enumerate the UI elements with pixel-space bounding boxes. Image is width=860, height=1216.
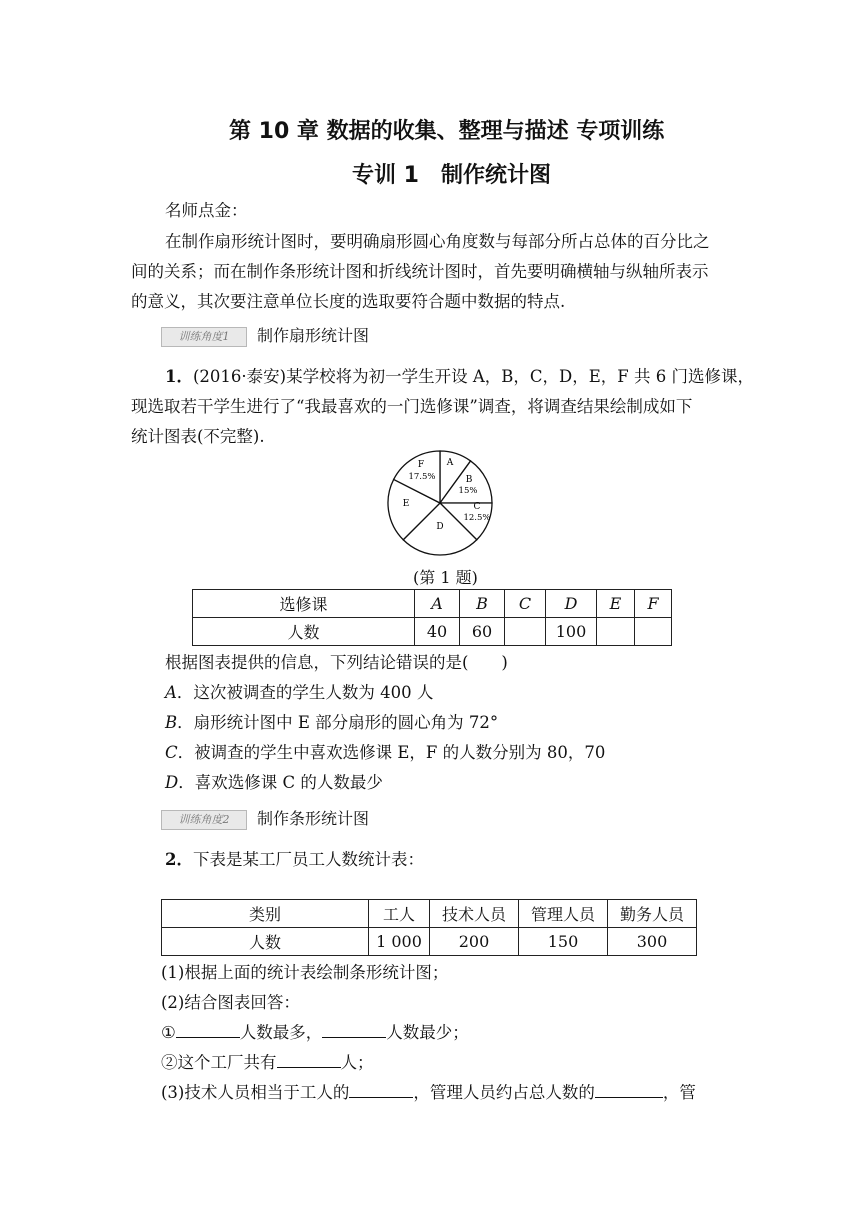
q2-part-2: (2)结合图表回答： xyxy=(161,993,300,1012)
table-cell: D xyxy=(546,590,597,618)
question-text: (2016·泰安)某学校将为初一学生开设 A，B，C，D，E，F 共 6 门选修课， xyxy=(192,367,754,386)
table-cell: A xyxy=(415,590,460,618)
q2-table xyxy=(161,899,697,956)
q1-line-2: 现选取若干学生进行了“我最喜欢的一门选修课”调查，将调查结果绘制成如下 xyxy=(131,397,693,416)
pie-chart xyxy=(385,448,495,558)
section-1-heading xyxy=(161,323,369,347)
label-e: E xyxy=(402,499,410,509)
figure-caption: (第 1 题) xyxy=(413,568,478,587)
section-title: 制作扇形统计图 xyxy=(257,326,370,345)
option-c: C．被调查的学生中喜欢选修课 E，F 的人数分别为 80，70 xyxy=(165,743,606,762)
table-cell: 300 xyxy=(608,928,697,956)
option-a: A．这次被调查的学生人数为 400 人 xyxy=(165,683,434,702)
table-cell: 管理人员 xyxy=(519,900,608,928)
table-row-header: 选修课 xyxy=(193,590,415,618)
table-cell: 60 xyxy=(460,618,505,646)
question-number: 2． xyxy=(165,850,193,869)
intro-line-2: 间的关系；而在制作条形统计图和折线统计图时，首先要明确横轴与纵轴所表示 xyxy=(131,262,709,281)
table-cell: B xyxy=(460,590,505,618)
label-c: C xyxy=(473,502,481,512)
table-cell: 工人 xyxy=(369,900,430,928)
table-cell xyxy=(635,618,672,646)
q2-line-1 xyxy=(165,845,424,875)
intro-label: 名师点金： xyxy=(165,201,248,220)
table-row-header: 类别 xyxy=(162,900,369,928)
table-row xyxy=(162,900,697,928)
table-cell: F xyxy=(635,590,672,618)
table-cell: 150 xyxy=(519,928,608,956)
answer-blank[interactable] xyxy=(349,1081,413,1098)
q2-part-2-1: ① 人数最多， 人数最少； xyxy=(161,1023,469,1042)
option-b: B．扇形统计图中 E 部分扇形的圆心角为 72° xyxy=(165,713,499,732)
answer-blank[interactable] xyxy=(176,1021,240,1038)
table-cell: 40 xyxy=(415,618,460,646)
answer-blank[interactable] xyxy=(322,1021,386,1038)
answer-blank[interactable] xyxy=(277,1051,341,1068)
label-c-pct: 12.5% xyxy=(463,513,491,523)
q1-table xyxy=(192,589,672,646)
table-cell: C xyxy=(505,590,546,618)
table-row xyxy=(193,590,672,618)
table-cell: 200 xyxy=(430,928,519,956)
option-d: D．喜欢选修课 C 的人数最少 xyxy=(165,773,383,792)
table-cell: 勤务人员 xyxy=(608,900,697,928)
label-b-pct: 15% xyxy=(458,486,478,496)
label-f-pct: 17.5% xyxy=(408,472,436,482)
table-cell: E xyxy=(597,590,635,618)
q2-part-2-2: ②这个工厂共有 人； xyxy=(161,1053,374,1072)
table-row-header: 人数 xyxy=(193,618,415,646)
label-f: F xyxy=(417,460,425,470)
table-cell xyxy=(597,618,635,646)
question-text: 下表是某工厂员工人数统计表： xyxy=(192,850,424,869)
label-a: A xyxy=(446,458,454,468)
answer-blank[interactable] xyxy=(595,1081,663,1098)
q1-line-3: 统计图表(不完整). xyxy=(131,427,265,446)
table-cell: 技术人员 xyxy=(430,900,519,928)
section-tag: 训练角度2 xyxy=(161,810,247,830)
intro-line-1: 在制作扇形统计图时，要明确扇形圆心角度数与每部分所占总体的百分比之 xyxy=(165,232,710,251)
table-cell: 100 xyxy=(546,618,597,646)
table-cell: 1 000 xyxy=(369,928,430,956)
table-row xyxy=(193,618,672,646)
page-title: 第 10 章 数据的收集、整理与描述 专项训练 xyxy=(229,119,665,144)
label-d: D xyxy=(436,522,444,532)
section-2-heading xyxy=(161,806,369,830)
intro-line-3: 的意义，其次要注意单位长度的选取要符合题中数据的特点. xyxy=(131,292,566,311)
table-cell xyxy=(505,618,546,646)
label-b: B xyxy=(465,475,473,485)
q1-prompt: 根据图表提供的信息，下列结论错误的是( ) xyxy=(165,653,508,672)
q1-line-1 xyxy=(165,362,754,392)
section-tag: 训练角度1 xyxy=(161,327,247,347)
question-number: 1． xyxy=(165,367,193,386)
table-row-header: 人数 xyxy=(162,928,369,956)
table-row xyxy=(162,928,697,956)
q2-part-1: (1)根据上面的统计表绘制条形统计图； xyxy=(161,963,449,982)
section-title: 制作条形统计图 xyxy=(257,809,370,828)
q2-part-3: (3)技术人员相当于工人的 ，管理人员约占总人数的 ，管 xyxy=(161,1083,696,1102)
page-subtitle: 专训 1 制作统计图 xyxy=(352,163,551,188)
